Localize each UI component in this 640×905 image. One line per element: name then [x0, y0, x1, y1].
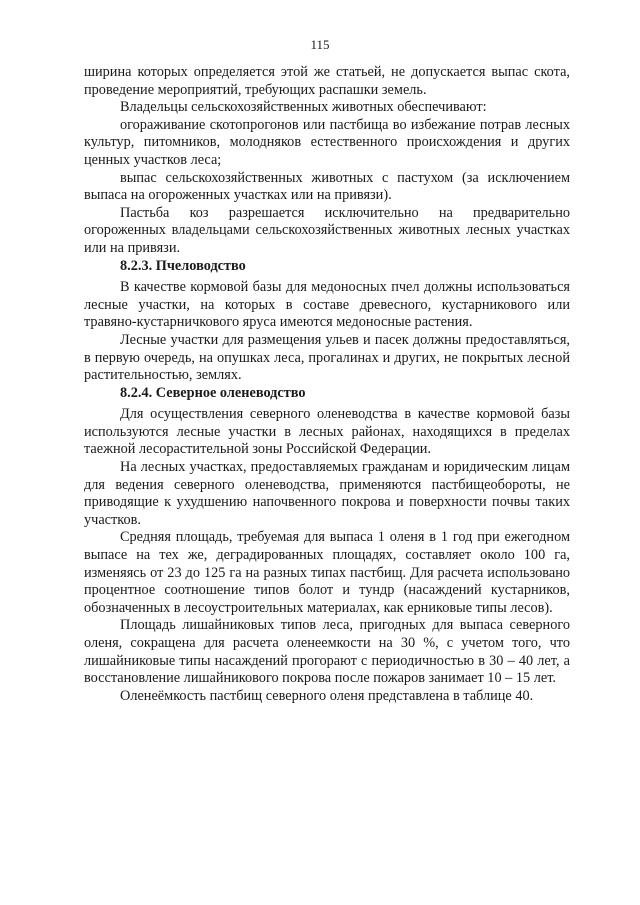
paragraph: В качестве кормовой базы для медоносных пчел должны использоваться лесные участки, на которых в составе древесного, кустарникового или травяно-кустарничкового яруса имеются медоносные растения.	[84, 279, 570, 331]
paragraph: На лесных участках, предоставляемых гражданам и юридическим лицам для ведения северного оленеводства, применяются пастбищеобороты, не приводящие к ухудшению напочвенного покрова и поверхности почвы таких участков.	[84, 459, 570, 528]
paragraph: Владельцы сельскохозяйственных животных обеспечивают:	[120, 99, 487, 116]
page-number: 115	[310, 37, 330, 52]
paragraph: ширина которых определяется этой же статьей, не допускается выпас скота, проведение мероприятий, требующих распашки земель.	[84, 64, 570, 98]
paragraph: Пастьба коз разрешается исключительно на предварительно огороженных владельцами сельскохозяйственных животных лесных участках или на привязи.	[84, 204, 570, 256]
paragraph: выпас сельскохозяйственных животных с пастухом (за исключением выпаса на огороженных участках или на привязи).	[84, 169, 570, 204]
paragraph: Площадь лишайниковых типов леса, пригодных для выпаса северного оленя, сокращена для расчета оленеемкости на 30 %, с учетом того, что лишайниковые типы насаждений прогорают с периодичностью в 30 – 40 лет, а восстановление лишайникового покрова после пожаров занимает 10 – 15 лет.	[84, 617, 570, 687]
paragraph: Для осуществления северного оленеводства в качестве кормовой базы используются лесные участки в лесных районах, находящихся в пределах таежной лесорастительной зоны Российской Федерации.	[84, 406, 570, 458]
section-heading-beekeeping: 8.2.3. Пчеловодство	[120, 257, 246, 274]
paragraph: огораживание скотопрогонов или пастбища во избежание потрав лесных культур, питомников, молодняков естественного происхождения и других ценных участков леса;	[84, 116, 570, 168]
section-heading-reindeer-herding: 8.2.4. Северное оленеводство	[120, 384, 306, 401]
page-content	[84, 64, 570, 705]
paragraph: Средняя площадь, требуемая для выпаса 1 оленя в 1 год при ежегодном выпасе на тех же, деградированных площадях, составляет около 100 га, изменяясь от 23 до 125 га на разных типах пастбищ. Для расчета использовано процентное соотношение типов болот и тундр (насаждений кустарников, обозначенных в лесоустроительных материалах, как ерниковые типы лесов).	[84, 529, 570, 616]
paragraph: Оленеёмкость пастбищ северного оленя представлена в таблице 40.	[120, 687, 534, 704]
paragraph: Лесные участки для размещения ульев и пасек должны предоставляться, в первую очередь, на опушках леса, прогалинах и других, не покрытых лесной растительностью, землях.	[84, 331, 570, 384]
